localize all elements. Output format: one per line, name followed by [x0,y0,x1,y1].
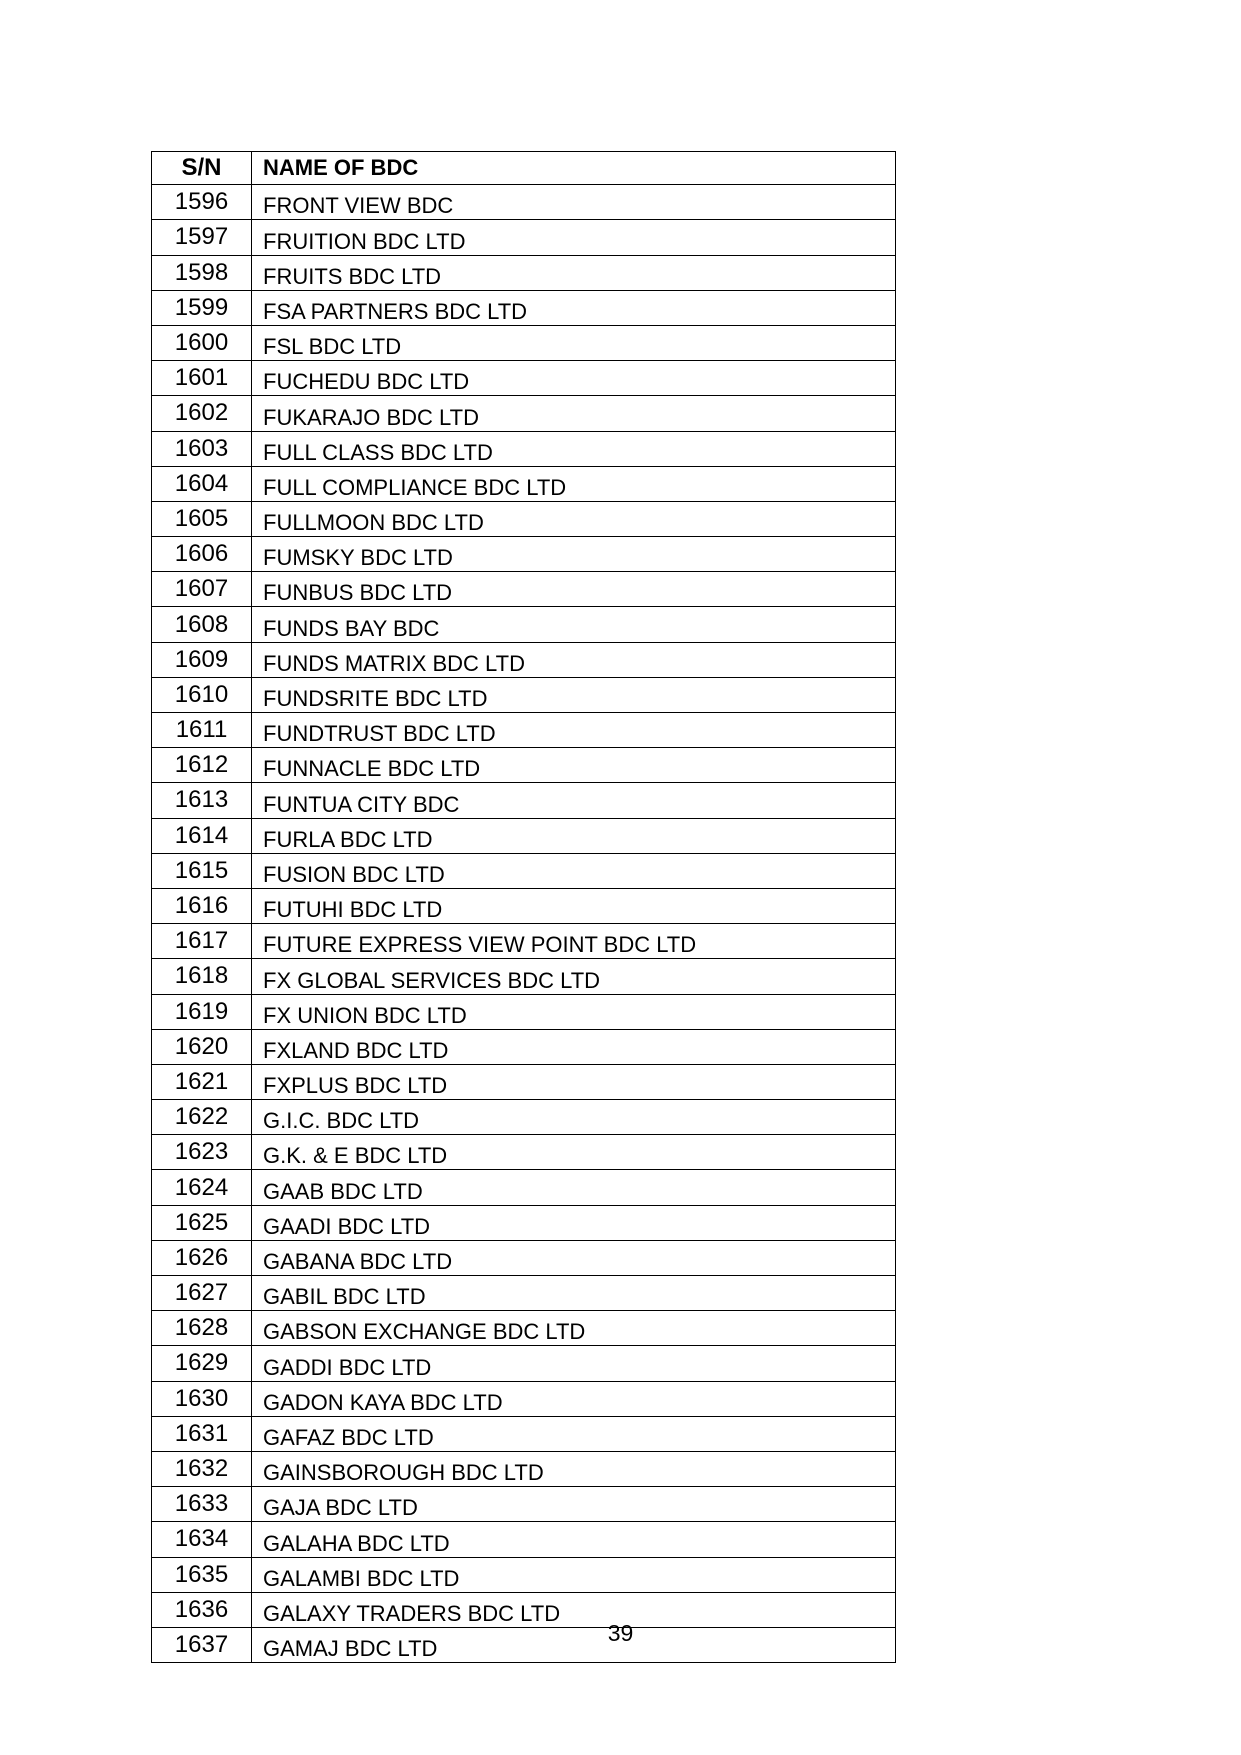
table-row [152,1100,896,1135]
table-row [152,572,896,607]
table-row [152,1170,896,1205]
bdc-name-cell: GABIL BDC LTD [252,1276,896,1311]
serial-number-cell: 1618 [152,959,252,994]
table-header [152,152,896,185]
serial-number-cell: 1600 [152,325,252,360]
table-row [152,537,896,572]
bdc-name-cell: GADDI BDC LTD [252,1346,896,1381]
serial-number-cell: 1630 [152,1381,252,1416]
serial-number-cell: 1633 [152,1487,252,1522]
bdc-name-cell: FX UNION BDC LTD [252,994,896,1029]
bdc-name-cell: FULLMOON BDC LTD [252,501,896,536]
bdc-name-cell: FUNDTRUST BDC LTD [252,713,896,748]
table-row [152,361,896,396]
table-row [152,1557,896,1592]
table-row [152,1522,896,1557]
serial-number-cell: 1626 [152,1240,252,1275]
table-row [152,713,896,748]
serial-number-cell: 1621 [152,1064,252,1099]
serial-number-cell: 1623 [152,1135,252,1170]
serial-number-cell: 1598 [152,255,252,290]
page-number: 39 [607,1620,634,1646]
table-row [152,642,896,677]
bdc-name-cell: FUKARAJO BDC LTD [252,396,896,431]
serial-number-cell: 1612 [152,748,252,783]
serial-number-cell: 1617 [152,924,252,959]
table-row [152,818,896,853]
table-row [152,466,896,501]
bdc-name-cell: FURLA BDC LTD [252,818,896,853]
bdc-name-cell: GALAMBI BDC LTD [252,1557,896,1592]
bdc-name-cell: GAFAZ BDC LTD [252,1416,896,1451]
serial-number-cell: 1599 [152,290,252,325]
bdc-name-cell: FUNBUS BDC LTD [252,572,896,607]
table-body [152,185,896,1663]
table-row [152,1276,896,1311]
table-row [152,853,896,888]
bdc-name-cell: FUTURE EXPRESS VIEW POINT BDC LTD [252,924,896,959]
bdc-name-cell: FRUITION BDC LTD [252,220,896,255]
table-row [152,431,896,466]
bdc-name-cell: GABSON EXCHANGE BDC LTD [252,1311,896,1346]
serial-number-cell: 1610 [152,677,252,712]
serial-number-cell: 1609 [152,642,252,677]
table-row [152,1205,896,1240]
bdc-name-cell: FUNDS MATRIX BDC LTD [252,642,896,677]
serial-number-cell: 1607 [152,572,252,607]
bdc-name-cell: FUSION BDC LTD [252,853,896,888]
serial-number-cell: 1632 [152,1451,252,1486]
serial-number-cell: 1611 [152,713,252,748]
bdc-name-cell: FUNNACLE BDC LTD [252,748,896,783]
table-row [152,255,896,290]
serial-number-cell: 1615 [152,853,252,888]
serial-number-cell: 1602 [152,396,252,431]
serial-number-cell: 1635 [152,1557,252,1592]
header-row [152,152,896,185]
serial-number-cell: 1628 [152,1311,252,1346]
table-row [152,1029,896,1064]
table-row [152,994,896,1029]
table-row [152,1416,896,1451]
serial-number-cell: 1634 [152,1522,252,1557]
table-row [152,1135,896,1170]
serial-number-cell: 1605 [152,501,252,536]
serial-number-cell: 1620 [152,1029,252,1064]
serial-number-cell: 1616 [152,888,252,923]
bdc-name-cell: GALAXY TRADERS BDC LTD [252,1592,896,1627]
serial-number-cell: 1631 [152,1416,252,1451]
table-row [152,1311,896,1346]
table-row [152,924,896,959]
bdc-name-cell: GAMAJ BDC LTD [252,1627,896,1662]
table-row [152,748,896,783]
bdc-name-cell: GAADI BDC LTD [252,1205,896,1240]
serial-number-cell: 1637 [152,1627,252,1662]
bdc-name-cell: G.I.C. BDC LTD [252,1100,896,1135]
bdc-name-cell: FUNDS BAY BDC [252,607,896,642]
table-row [152,1346,896,1381]
serial-number-cell: 1606 [152,537,252,572]
column-header-sn: S/N [152,152,252,185]
bdc-name-cell: FXPLUS BDC LTD [252,1064,896,1099]
table-row [152,1381,896,1416]
serial-number-cell: 1636 [152,1592,252,1627]
bdc-name-cell: FX GLOBAL SERVICES BDC LTD [252,959,896,994]
table-row [152,959,896,994]
table-row [152,1064,896,1099]
table-row [152,783,896,818]
table-row [152,1240,896,1275]
serial-number-cell: 1608 [152,607,252,642]
bdc-name-cell: G.K. & E BDC LTD [252,1135,896,1170]
serial-number-cell: 1597 [152,220,252,255]
table-row [152,396,896,431]
table-row [152,325,896,360]
bdc-name-cell: FULL COMPLIANCE BDC LTD [252,466,896,501]
table-row [152,501,896,536]
table-row [152,607,896,642]
table-row [152,1451,896,1486]
bdc-name-cell: GAJA BDC LTD [252,1487,896,1522]
bdc-name-cell: FRONT VIEW BDC [252,185,896,220]
serial-number-cell: 1601 [152,361,252,396]
bdc-name-cell: FXLAND BDC LTD [252,1029,896,1064]
bdc-name-cell: GADON KAYA BDC LTD [252,1381,896,1416]
serial-number-cell: 1622 [152,1100,252,1135]
bdc-name-cell: GAAB BDC LTD [252,1170,896,1205]
column-header-name: NAME OF BDC [252,152,896,185]
serial-number-cell: 1629 [152,1346,252,1381]
serial-number-cell: 1613 [152,783,252,818]
table-row [152,290,896,325]
serial-number-cell: 1619 [152,994,252,1029]
bdc-list-table [151,151,896,1663]
serial-number-cell: 1625 [152,1205,252,1240]
serial-number-cell: 1624 [152,1170,252,1205]
bdc-name-cell: FUCHEDU BDC LTD [252,361,896,396]
bdc-name-cell: FUNDSRITE BDC LTD [252,677,896,712]
table-row [152,1487,896,1522]
bdc-name-cell: FUNTUA CITY BDC [252,783,896,818]
serial-number-cell: 1596 [152,185,252,220]
bdc-name-cell: GABANA BDC LTD [252,1240,896,1275]
serial-number-cell: 1604 [152,466,252,501]
serial-number-cell: 1614 [152,818,252,853]
serial-number-cell: 1627 [152,1276,252,1311]
serial-number-cell: 1603 [152,431,252,466]
table-row [152,677,896,712]
bdc-name-cell: FUTUHI BDC LTD [252,888,896,923]
bdc-name-cell: GALAHA BDC LTD [252,1522,896,1557]
bdc-name-cell: GAINSBOROUGH BDC LTD [252,1451,896,1486]
table-row [152,185,896,220]
bdc-name-cell: FSL BDC LTD [252,325,896,360]
bdc-name-cell: FULL CLASS BDC LTD [252,431,896,466]
table-row [152,888,896,923]
bdc-name-cell: FUMSKY BDC LTD [252,537,896,572]
bdc-name-cell: FSA PARTNERS BDC LTD [252,290,896,325]
bdc-name-cell: FRUITS BDC LTD [252,255,896,290]
table-row [152,220,896,255]
